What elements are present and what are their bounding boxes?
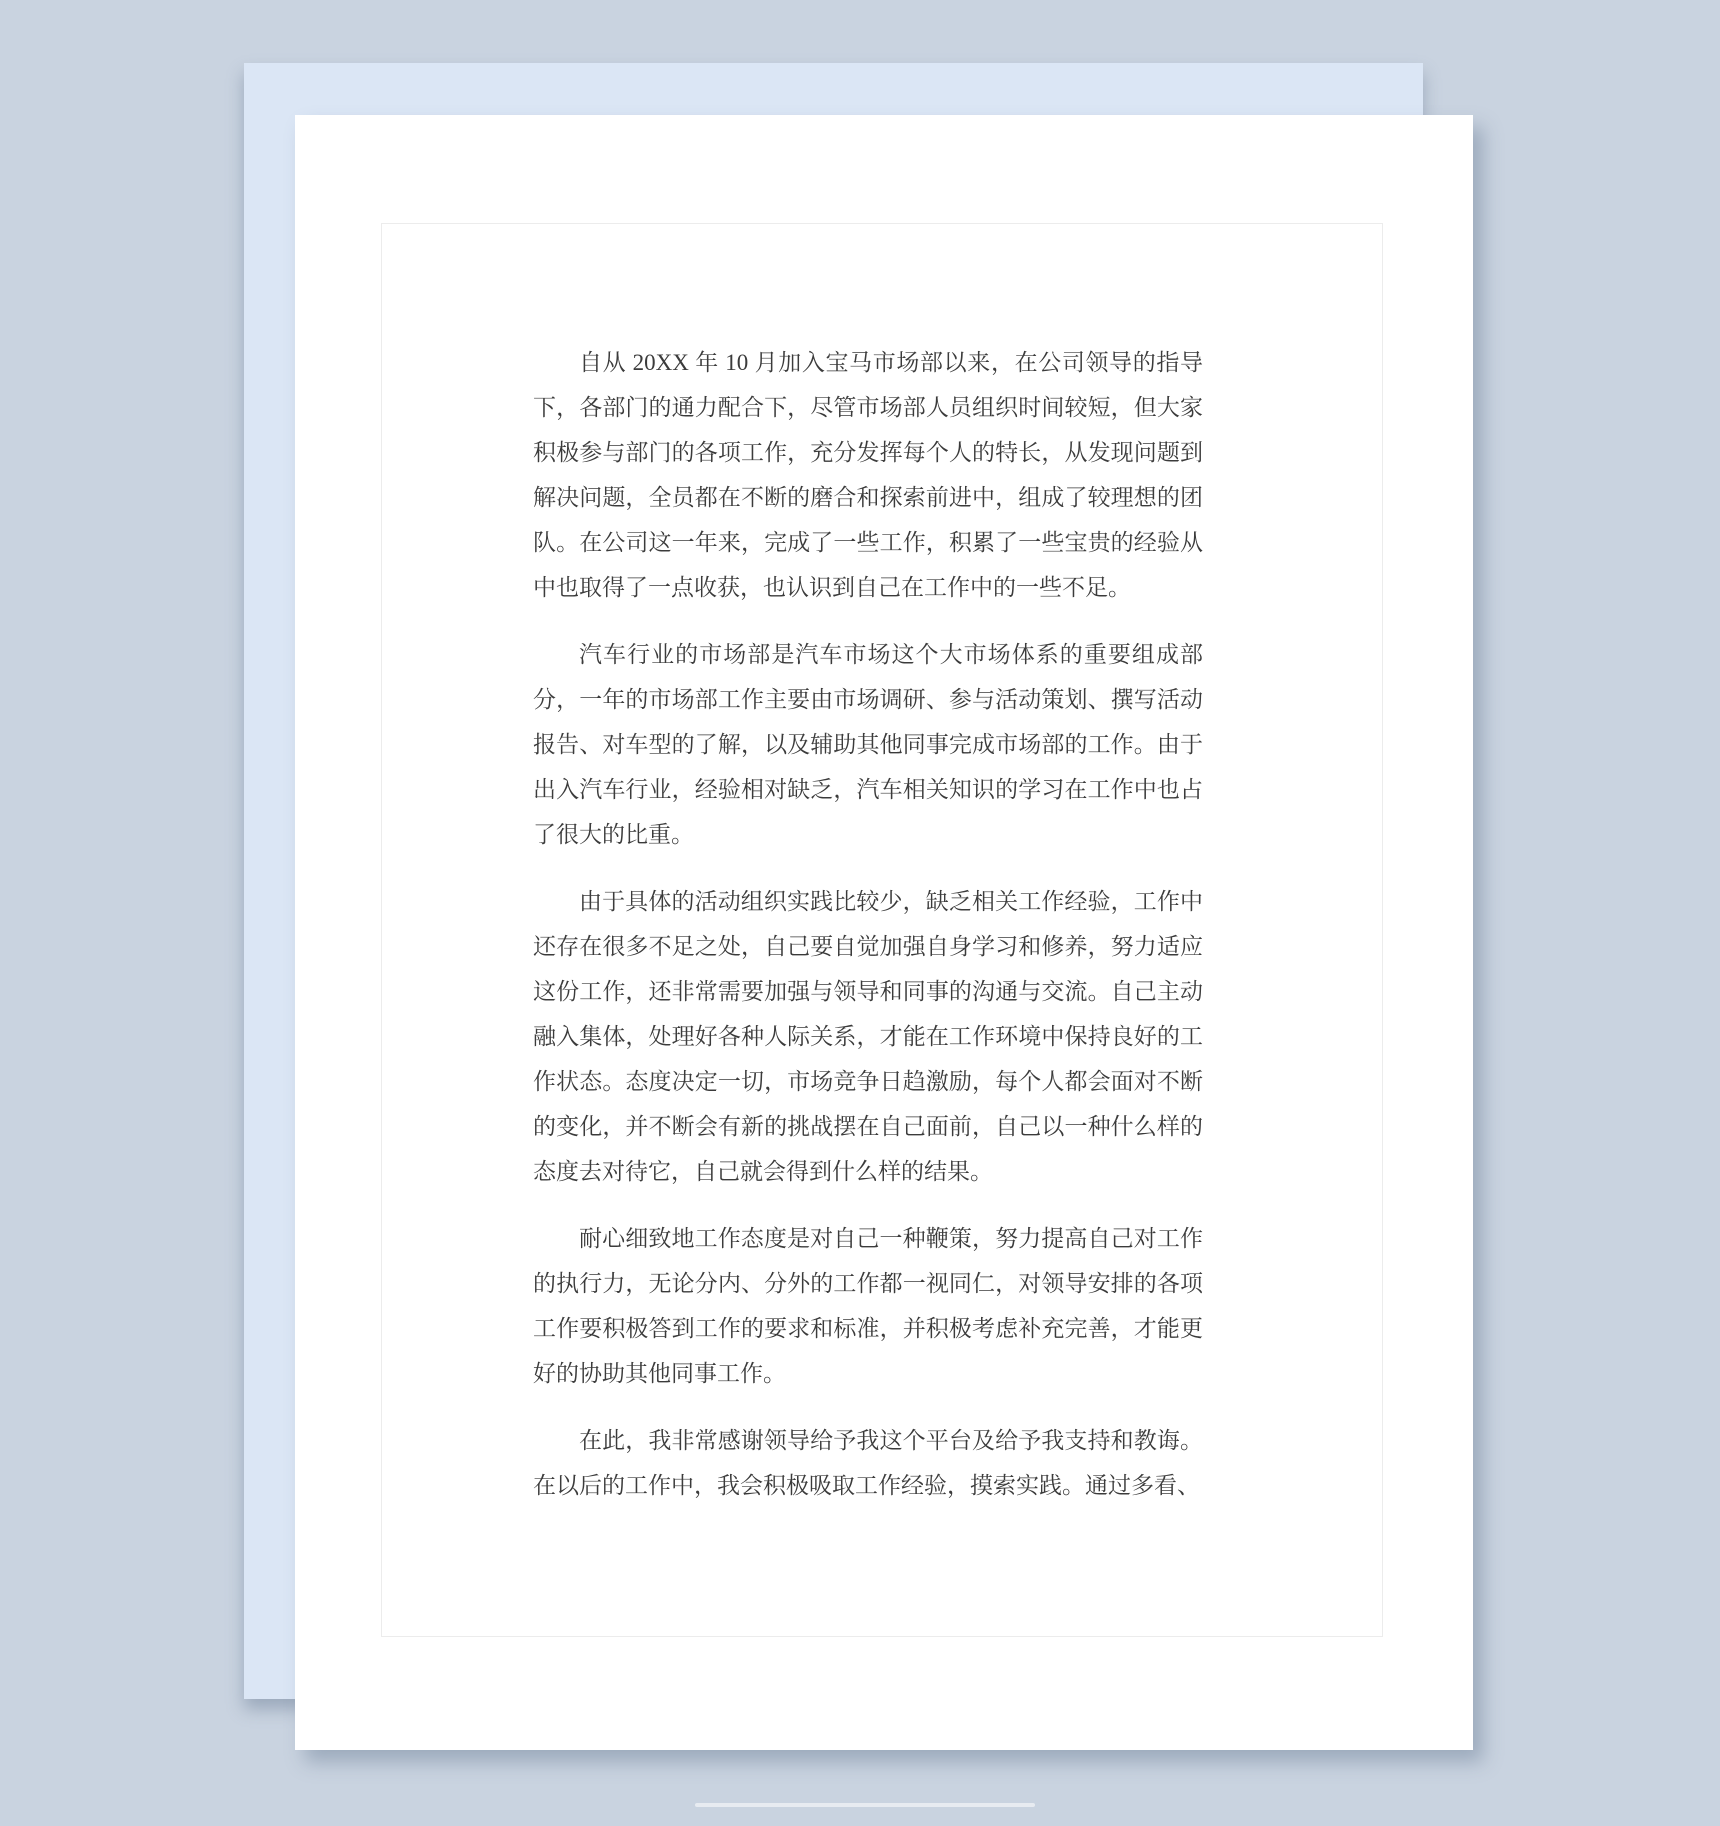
text-line: 队。在公司这一年来，完成了一些工作，积累了一些宝贵的经验从 <box>533 530 1203 555</box>
text-line: 下，各部门的通力配合下，尽管市场部人员组织时间较短，但大家 <box>533 395 1203 420</box>
text-line: 好的协助其他同事工作。 <box>533 1361 786 1386</box>
text-line: 的执行力，无论分内、分外的工作都一视同仁，对领导安排的各项 <box>533 1271 1203 1296</box>
text-line: 出入汽车行业，经验相对缺乏，汽车相关知识的学习在工作中也占 <box>533 777 1203 802</box>
text-line: 耐心细致地工作态度是对自己一种鞭策，努力提高自己对工作 <box>579 1226 1203 1251</box>
text-line: 积极参与部门的各项工作，充分发挥每个人的特长，从发现问题到 <box>533 440 1203 465</box>
text-line: 分，一年的市场部工作主要由市场调研、参与活动策划、撰写活动 <box>533 687 1203 712</box>
text-line: 的变化，并不断会有新的挑战摆在自己面前，自己以一种什么样的 <box>533 1114 1203 1139</box>
text-line: 报告、对车型的了解，以及辅助其他同事完成市场部的工作。由于 <box>533 732 1203 757</box>
paragraph <box>533 340 1203 610</box>
document-text <box>533 340 1203 1508</box>
text-frame <box>381 223 1383 1637</box>
text-line: 了很大的比重。 <box>533 822 694 847</box>
text-line: 还存在很多不足之处，自己要自觉加强自身学习和修养，努力适应 <box>533 934 1203 959</box>
text-line: 中也取得了一点收获，也认识到自己在工作中的一些不足。 <box>533 575 1131 600</box>
text-line: 工作要积极答到工作的要求和标准，并积极考虑补充完善，才能更 <box>533 1316 1203 1341</box>
text-line: 态度去对待它，自己就会得到什么样的结果。 <box>533 1159 993 1184</box>
text-line: 在此，我非常感谢领导给予我这个平台及给予我支持和教诲。 <box>579 1428 1203 1453</box>
paragraph <box>533 879 1203 1194</box>
document-page <box>295 115 1473 1750</box>
paragraph <box>533 1418 1203 1508</box>
text-line: 融入集体，处理好各种人际关系，才能在工作环境中保持良好的工 <box>533 1024 1203 1049</box>
text-line: 在以后的工作中，我会积极吸取工作经验，摸索实践。通过多看、 <box>533 1473 1200 1498</box>
text-line: 汽车行业的市场部是汽车市场这个大市场体系的重要组成部 <box>579 642 1203 667</box>
text-line: 由于具体的活动组织实践比较少，缺乏相关工作经验，工作中 <box>579 889 1203 914</box>
paragraph <box>533 1216 1203 1396</box>
next-page-edge <box>695 1803 1035 1807</box>
text-line: 自从 20XX 年 10 月加入宝马市场部以来，在公司领导的指导 <box>579 350 1203 375</box>
text-line: 作状态。态度决定一切，市场竞争日趋激励，每个人都会面对不断 <box>533 1069 1203 1094</box>
text-line: 这份工作，还非常需要加强与领导和同事的沟通与交流。自己主动 <box>533 979 1203 1004</box>
paragraph <box>533 632 1203 857</box>
text-line: 解决问题，全员都在不断的磨合和探索前进中，组成了较理想的团 <box>533 485 1203 510</box>
